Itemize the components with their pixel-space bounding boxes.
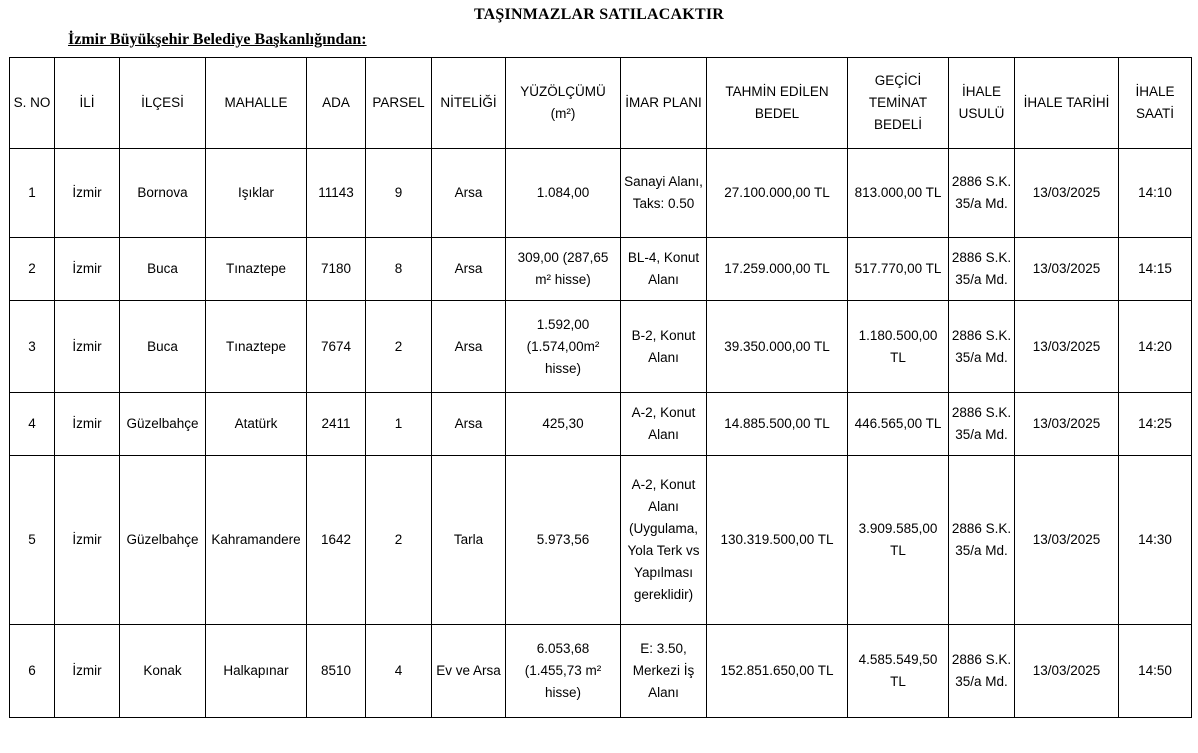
table-row	[10, 238, 1192, 301]
table-cell: BL-4, Konut Alanı	[621, 238, 707, 301]
column-header: İMAR PLANI	[621, 58, 707, 149]
column-header: YÜZÖLÇÜMÜ (m²)	[506, 58, 621, 149]
table-row	[10, 393, 1192, 456]
table-cell: 13/03/2025	[1015, 393, 1119, 456]
table-cell: 2886 S.K. 35/a Md.	[949, 149, 1015, 238]
column-header: İHALE USULÜ	[949, 58, 1015, 149]
table-cell: 517.770,00 TL	[848, 238, 949, 301]
table-cell: 2	[366, 456, 432, 625]
table-cell: Arsa	[432, 149, 506, 238]
table-cell: 2886 S.K. 35/a Md.	[949, 301, 1015, 393]
table-cell: 14:50	[1119, 625, 1192, 718]
table-cell: 13/03/2025	[1015, 149, 1119, 238]
table-cell: İzmir	[55, 456, 120, 625]
table-cell: 14.885.500,00 TL	[707, 393, 848, 456]
column-header: İHALE SAATİ	[1119, 58, 1192, 149]
table-cell: 14:30	[1119, 456, 1192, 625]
table-cell: 4	[366, 625, 432, 718]
table-cell: 309,00 (287,65 m² hisse)	[506, 238, 621, 301]
table-cell: 2	[366, 301, 432, 393]
document-subtitle: İzmir Büyükşehir Belediye Başkanlığından:	[68, 31, 367, 48]
table-cell: Buca	[120, 238, 206, 301]
table-header-row	[10, 58, 1192, 149]
table-cell: İzmir	[55, 301, 120, 393]
column-header: İHALE TARİHİ	[1015, 58, 1119, 149]
table-cell: 2	[10, 238, 55, 301]
table-cell: Kahramandere	[206, 456, 307, 625]
table-cell: 13/03/2025	[1015, 625, 1119, 718]
table-cell: 1	[366, 393, 432, 456]
table-cell: Arsa	[432, 393, 506, 456]
table-cell: 1	[10, 149, 55, 238]
table-cell: Arsa	[432, 301, 506, 393]
table-cell: 27.100.000,00 TL	[707, 149, 848, 238]
table-cell: 2411	[307, 393, 366, 456]
table-cell: İzmir	[55, 393, 120, 456]
table-cell: 14:20	[1119, 301, 1192, 393]
table-row	[10, 301, 1192, 393]
table-cell: A-2, Konut Alanı (Uygulama, Yola Terk vs Yapılması gereklidir)	[621, 456, 707, 625]
table-cell: 8	[366, 238, 432, 301]
table-body	[10, 149, 1192, 718]
table-cell: Tınaztepe	[206, 301, 307, 393]
table-cell: 14:10	[1119, 149, 1192, 238]
column-header: MAHALLE	[206, 58, 307, 149]
table-cell: 425,30	[506, 393, 621, 456]
table-cell: 4	[10, 393, 55, 456]
table-cell: 13/03/2025	[1015, 238, 1119, 301]
table-cell: 6	[10, 625, 55, 718]
table-row	[10, 149, 1192, 238]
table-cell: 17.259.000,00 TL	[707, 238, 848, 301]
column-header: S. NO	[10, 58, 55, 149]
table-cell: 11143	[307, 149, 366, 238]
table-cell: Bornova	[120, 149, 206, 238]
table-cell: 13/03/2025	[1015, 456, 1119, 625]
table-cell: E: 3.50, Merkezi İş Alanı	[621, 625, 707, 718]
column-header: TAHMİN EDİLEN BEDEL	[707, 58, 848, 149]
column-header: NİTELİĞİ	[432, 58, 506, 149]
column-header: GEÇİCİ TEMİNAT BEDELİ	[848, 58, 949, 149]
table-cell: B-2, Konut Alanı	[621, 301, 707, 393]
table-cell: 7674	[307, 301, 366, 393]
table-cell: 14:25	[1119, 393, 1192, 456]
table-cell: 813.000,00 TL	[848, 149, 949, 238]
column-header: İLÇESİ	[120, 58, 206, 149]
table-cell: İzmir	[55, 149, 120, 238]
table-cell: 446.565,00 TL	[848, 393, 949, 456]
table-cell: Işıklar	[206, 149, 307, 238]
table-cell: 152.851.650,00 TL	[707, 625, 848, 718]
table-row	[10, 625, 1192, 718]
table-cell: A-2, Konut Alanı	[621, 393, 707, 456]
table-cell: Konak	[120, 625, 206, 718]
table-cell: 3.909.585,00 TL	[848, 456, 949, 625]
table-cell: 14:15	[1119, 238, 1192, 301]
table-cell: 4.585.549,50 TL	[848, 625, 949, 718]
column-header: PARSEL	[366, 58, 432, 149]
column-header: İLİ	[55, 58, 120, 149]
table-cell: Buca	[120, 301, 206, 393]
table-cell: 39.350.000,00 TL	[707, 301, 848, 393]
table-cell: 1.180.500,00 TL	[848, 301, 949, 393]
table-cell: Arsa	[432, 238, 506, 301]
table-cell: 130.319.500,00 TL	[707, 456, 848, 625]
table-cell: Halkapınar	[206, 625, 307, 718]
document-title: TAŞINMAZLAR SATILACAKTIR	[473, 6, 725, 23]
table-cell: Sanayi Alanı, Taks: 0.50	[621, 149, 707, 238]
table-cell: 8510	[307, 625, 366, 718]
table-cell: Tınaztepe	[206, 238, 307, 301]
property-table	[9, 57, 1192, 718]
table-cell: Tarla	[432, 456, 506, 625]
table-row	[10, 456, 1192, 625]
table-cell: 2886 S.K. 35/a Md.	[949, 625, 1015, 718]
table-cell: Güzelbahçe	[120, 456, 206, 625]
table-cell: 5	[10, 456, 55, 625]
table-cell: 2886 S.K. 35/a Md.	[949, 456, 1015, 625]
table-cell: 7180	[307, 238, 366, 301]
table-cell: 13/03/2025	[1015, 301, 1119, 393]
table-cell: 3	[10, 301, 55, 393]
table-cell: Ev ve Arsa	[432, 625, 506, 718]
table-cell: 1.084,00	[506, 149, 621, 238]
table-cell: 5.973,56	[506, 456, 621, 625]
table-cell: Güzelbahçe	[120, 393, 206, 456]
table-cell: 9	[366, 149, 432, 238]
table-cell: Atatürk	[206, 393, 307, 456]
table-cell: 2886 S.K. 35/a Md.	[949, 393, 1015, 456]
column-header: ADA	[307, 58, 366, 149]
table-cell: 1.592,00 (1.574,00m² hisse)	[506, 301, 621, 393]
table-cell: 2886 S.K. 35/a Md.	[949, 238, 1015, 301]
table-cell: 1642	[307, 456, 366, 625]
table-cell: İzmir	[55, 625, 120, 718]
table-cell: 6.053,68 (1.455,73 m² hisse)	[506, 625, 621, 718]
table-cell: İzmir	[55, 238, 120, 301]
